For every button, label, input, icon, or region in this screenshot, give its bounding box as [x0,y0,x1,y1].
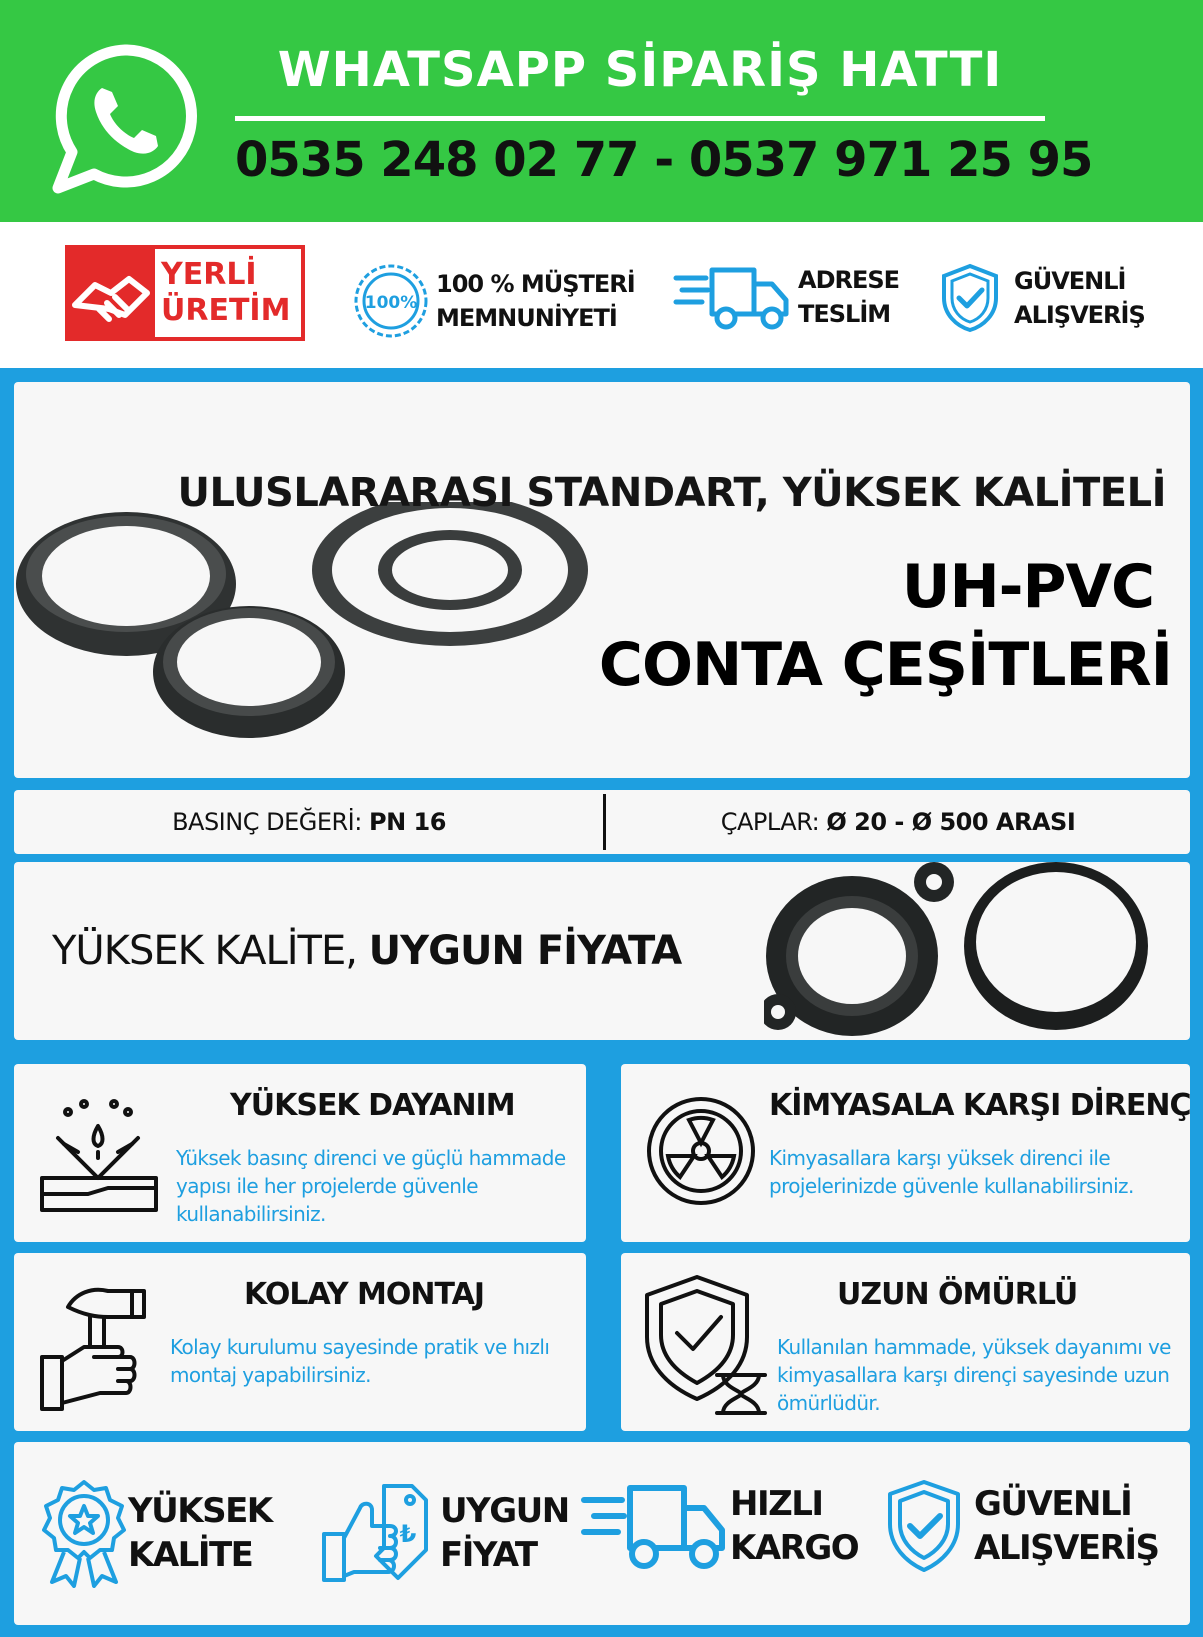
high-quality-label [128,1489,272,1577]
high-quality-line2: KALİTE [128,1535,253,1575]
fast-cargo-line1: HIZLI [730,1484,823,1524]
uretim-text: ÜRETİM [161,293,291,328]
hero-subtitle: ULUSLARARASI STANDART, YÜKSEK KALİTELİ [177,470,1166,516]
fair-price-label [440,1489,569,1577]
delivery-line2: TESLİM [798,300,891,328]
fast-cargo-label [730,1482,858,1570]
feature-description: Kolay kurulumu sayesinde pratik ve hızlı montaj yapabilirsiniz. [170,1335,550,1387]
feature-title: UZUN ÖMÜRLÜ [837,1277,1078,1312]
impact-resistance-icon [28,1082,168,1227]
hero-panel [14,382,1190,778]
fair-price-line1: UYGUN [440,1491,569,1531]
order-line-title: WHATSAPP SİPARİŞ HATTI [277,42,1003,98]
shield-check-icon [940,262,1000,334]
delivery-truck-icon [672,262,792,332]
secure-line1: GÜVENLİ [1014,267,1126,295]
feature-card-durability [14,1064,586,1242]
fair-price-line2: FİYAT [440,1535,537,1575]
feature-description: Yüksek basınç direnci ve güçlü hammade yapısı ile her projelerde güvenle kullanabilirsiniz. [176,1146,566,1226]
yerli-text: YERLİ [161,257,257,292]
pressure-label: BASINÇ DEĞERİ: [172,808,362,836]
bottom-benefits-bar [14,1442,1190,1625]
feature-description: Kullanılan hammade, yüksek dayanımı ve kimyasallara karşı dirençi sayesinde uzun ömürlüdür. [777,1335,1171,1415]
secure-line2: ALIŞVERİŞ [1014,301,1145,329]
shield-hourglass-icon [641,1271,771,1416]
quality-text-regular: YÜKSEK KALİTE, [52,928,369,974]
hero-title-line1: UH-PVC [901,552,1154,622]
satisfaction-line1: 100 % MÜŞTERİ [436,270,635,298]
phone-numbers[interactable]: 0535 248 02 77 - 0537 971 25 95 [235,132,1093,188]
radiation-icon [641,1086,761,1216]
feature-description: Kimyasallara karşı yüksek direnci ile projelerinizde güvenle kullanabilirsiniz. [769,1146,1134,1198]
feature-title: KİMYASALA KARŞI DİRENÇ [769,1088,1191,1123]
diameter-value: Ø 20 - Ø 500 ARASI [826,808,1076,836]
flange-gasket-image [764,862,1164,1040]
feature-title: KOLAY MONTAJ [244,1277,485,1312]
quality-text-bold: UYGUN FİYATA [368,928,682,974]
thumbs-up-price-tag-icon [320,1478,432,1588]
header-divider [235,116,1045,121]
pressure-value: PN 16 [368,808,446,836]
delivery-label [798,263,899,331]
feature-card-chemical-resistance [621,1064,1190,1242]
secure-shield-icon [886,1478,962,1574]
cargo-truck-icon [580,1478,730,1574]
satisfaction-seal-text: 100% [364,293,418,313]
quality-medal-icon [40,1478,128,1588]
hammer-hand-icon [28,1271,168,1416]
secure-label [1014,264,1145,332]
customer-satisfaction-badge [352,262,635,340]
feature-title: YÜKSEK DAYANIM [230,1088,515,1123]
quality-price-panel [14,862,1190,1040]
feature-card-long-life [621,1253,1190,1431]
benefit-high-quality [40,1478,272,1588]
local-production-label [161,257,290,329]
pressure-spec [14,790,604,854]
secure-shopping-line1: GÜVENLİ [974,1484,1132,1524]
local-production-badge [65,245,305,341]
trust-badges-row [0,222,1203,368]
high-quality-line1: YÜKSEK [128,1491,272,1531]
specifications-bar [14,790,1190,854]
secure-shopping-label [974,1482,1158,1570]
satisfaction-label [436,267,635,335]
lira-symbol: ₺ [399,1520,417,1548]
satisfaction-seal-icon [352,262,430,340]
benefit-fair-price [320,1478,569,1588]
hero-title-line2: CONTA ÇEŞİTLERİ [598,630,1172,700]
delivery-line1: ADRESE [798,266,900,294]
fast-cargo-line2: KARGO [730,1528,859,1568]
benefit-fast-cargo [580,1478,858,1574]
benefit-secure-shopping [886,1478,1158,1574]
whatsapp-icon [52,44,198,194]
gasket-product-image [14,502,614,772]
diameter-spec [606,790,1190,854]
satisfaction-line2: MEMNUNİYETİ [436,304,617,332]
feature-card-easy-install [14,1253,586,1431]
diameter-label: ÇAPLAR: [720,808,820,836]
handshake-icon [69,249,155,337]
address-delivery-badge [672,262,899,332]
whatsapp-order-banner [0,0,1203,222]
secure-shopping-badge [940,262,1145,334]
quality-price-slogan [52,928,681,974]
secure-shopping-line2: ALIŞVERİŞ [974,1528,1159,1568]
